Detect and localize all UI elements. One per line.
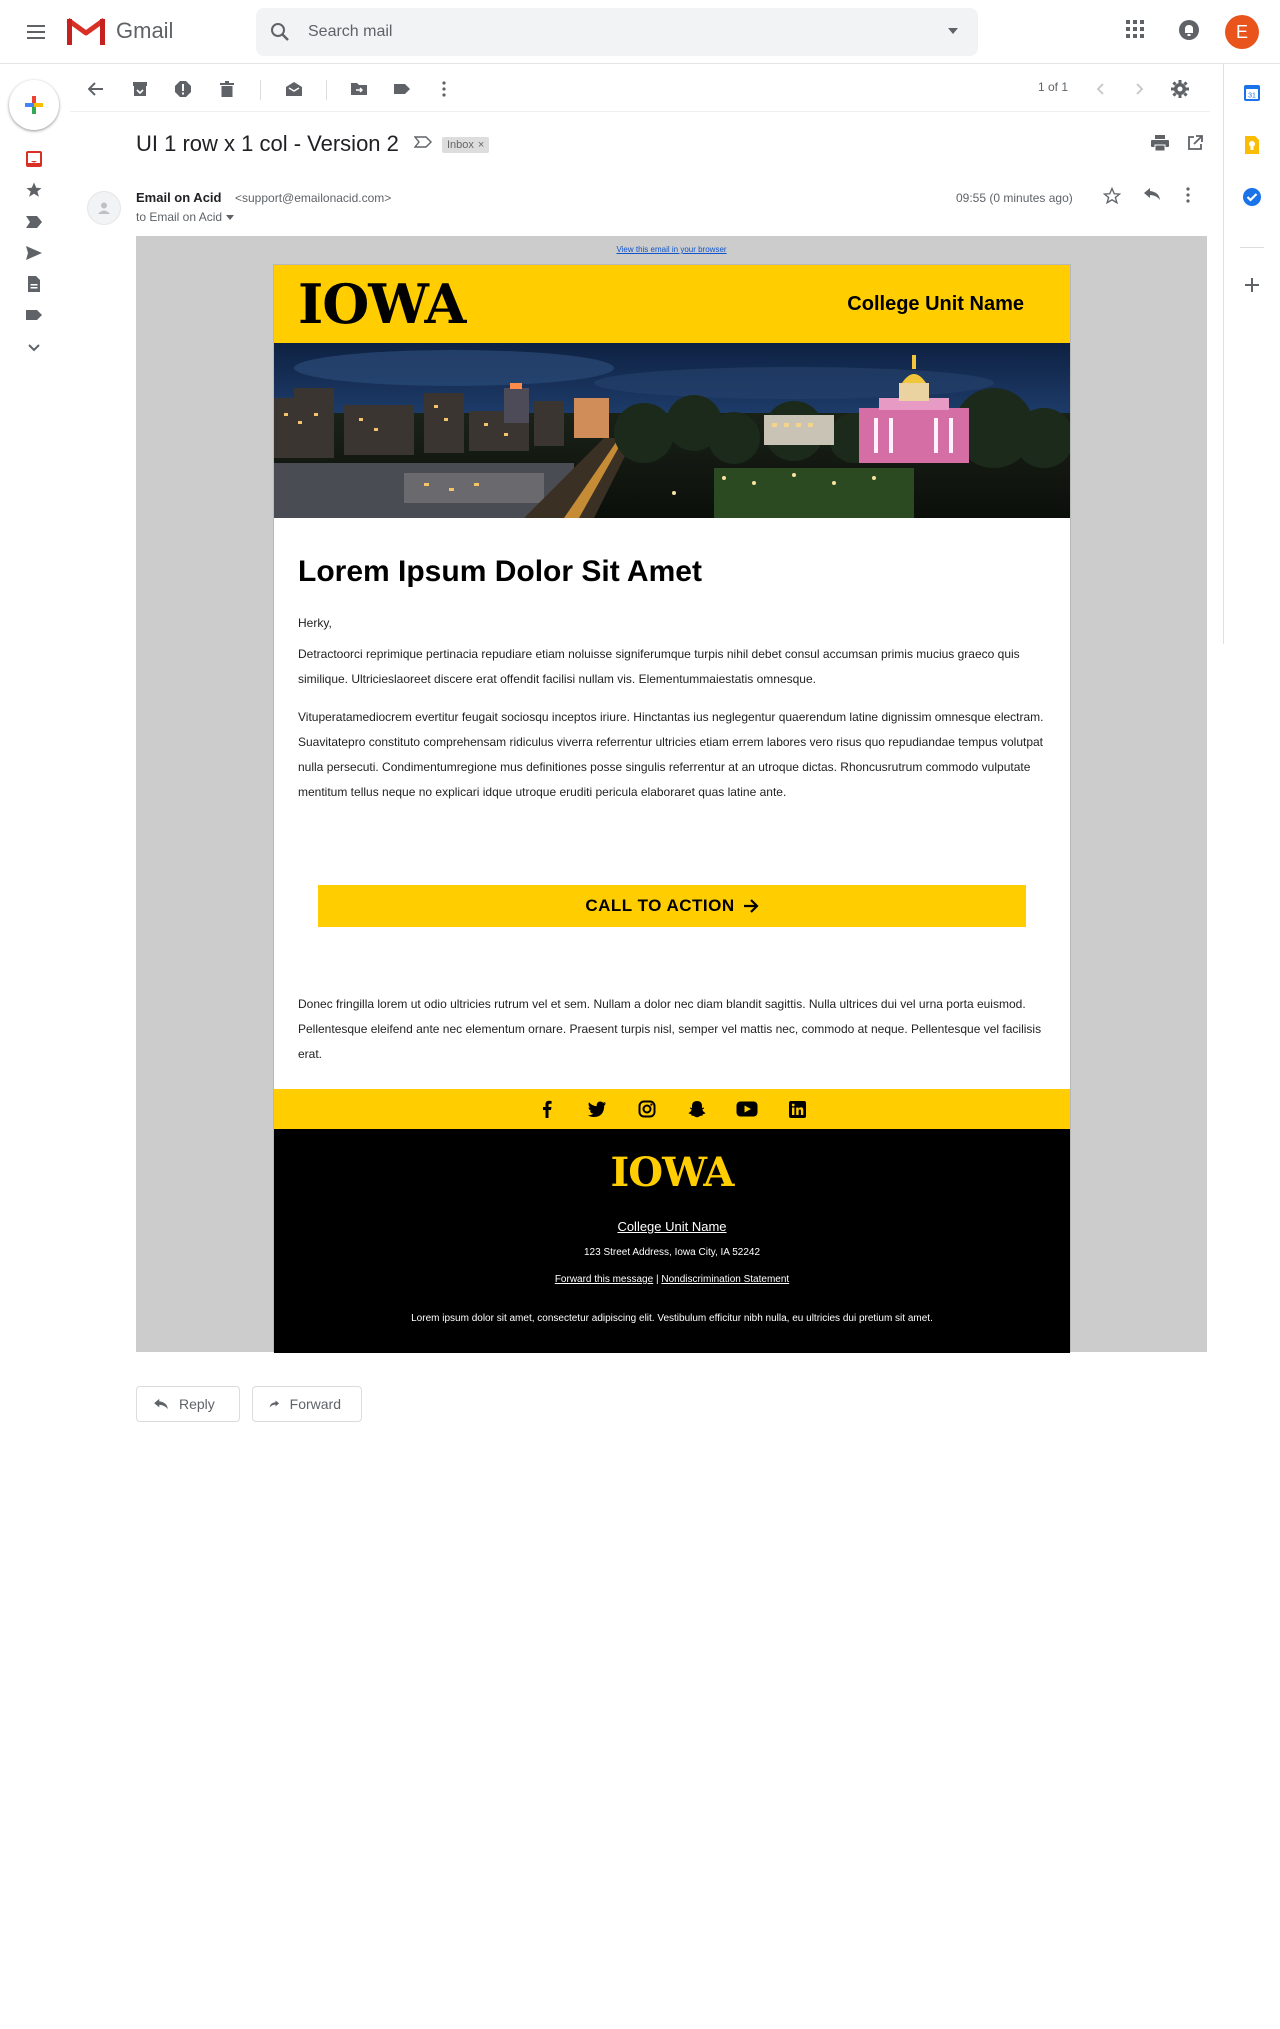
star-button[interactable] [1103,187,1121,210]
archive-button[interactable] [128,77,152,101]
mark-unread-icon [285,81,303,97]
gmail-m-icon [66,16,106,46]
send-icon [25,245,43,261]
importance-marker[interactable] [414,135,432,153]
nondiscrimination-link[interactable]: Nondiscrimination Statement [661,1274,790,1285]
view-in-browser-link[interactable]: View this email in your browser [616,245,727,254]
email-body [136,236,1207,1352]
tasks-icon [1242,187,1262,207]
chevron-left-icon [1096,83,1104,95]
sent-nav[interactable] [22,241,46,265]
search-icon[interactable] [270,22,290,42]
header-unit-name: College Unit Name [847,293,1024,315]
forward-icon [269,1398,280,1410]
body-paragraph-3: Donec fringilla lorem ut odio ultricies rutrum vel et sem. Nullam a dolor nec diam blandit sagittis. Nulla ultrices dui vel urna porta euismod. Pellentesque eleifend ante nec elementum ornare. Praesent turpis nisl, semper vel mattis nec, commodo at neque. Pellentesque vel facilisis erat. [298,997,1042,1061]
app-name: Gmail [116,18,174,43]
open-in-new-window-button[interactable] [1187,135,1203,156]
svg-text:31: 31 [1248,92,1256,100]
report-spam-button[interactable] [171,77,195,101]
email-header [274,265,1070,343]
inbox-nav[interactable] [22,147,46,171]
reply-icon-button[interactable] [1143,187,1161,206]
reply-button[interactable] [136,1386,240,1422]
apps-grid-icon [1126,20,1144,38]
calendar-icon [1243,84,1261,102]
gear-icon [1171,80,1189,98]
label-nav[interactable] [22,303,46,327]
print-icon [1151,135,1169,151]
sender-avatar[interactable] [87,191,121,225]
person-icon [97,201,111,215]
pagination-text: 1 of 1 [1038,80,1069,94]
important-icon [25,215,43,229]
important-outline-icon [414,136,432,148]
star-icon [25,181,43,199]
toolbar-separator [326,80,327,100]
sender-name[interactable]: Email on Acid [136,190,222,205]
plus-icon [1245,278,1259,292]
email-footer [274,1129,1070,1353]
iowa-logo[interactable]: IOWA [298,272,466,336]
search-bar [256,8,978,56]
archive-icon [132,81,148,97]
footer-disclaimer: Lorem ipsum dolor sit amet, consectetur adipiscing elit. Vestibulum efficitur nibh nulla, eu ultricies dui pretium sit amet. [411,1313,933,1324]
email-headline: Lorem Ipsum Dolor Sit Amet [298,555,702,588]
reply-icon [1143,187,1161,201]
snapchat-icon[interactable] [686,1098,708,1120]
tasks-app-button[interactable] [1241,186,1263,208]
footer-iowa-logo[interactable]: IOWA [610,1149,734,1196]
email-greeting: Herky, [298,616,332,630]
notifications-button[interactable] [1178,19,1200,46]
back-button[interactable] [84,77,108,101]
more-actions-button[interactable] [432,77,456,101]
inbox-icon [25,150,43,168]
important-nav[interactable] [22,210,46,234]
facebook-icon[interactable] [536,1098,558,1120]
message-more-button[interactable] [1186,187,1190,208]
report-icon [174,80,192,98]
arrow-back-icon [88,82,104,96]
linkedin-icon[interactable] [786,1098,808,1120]
reply-label: Reply [179,1396,215,1412]
youtube-icon[interactable] [736,1098,758,1120]
top-bar [0,0,1280,64]
chevron-down-icon [28,344,40,352]
hero-image [274,343,1070,518]
sender-email: <support@emailonacid.com> [235,191,392,205]
trash-icon [220,81,234,97]
main-menu-button[interactable] [22,18,50,46]
recipient-details[interactable] [136,210,234,224]
recipient-text: to Email on Acid [136,210,223,224]
side-panel [1223,64,1280,644]
side-panel-divider [1240,247,1264,248]
drafts-nav[interactable] [22,272,46,296]
get-addons-button[interactable] [1241,274,1263,296]
bell-icon [1178,19,1200,41]
more-vert-icon [1186,187,1190,203]
social-links-bar [274,1089,1070,1129]
keep-app-button[interactable] [1241,134,1263,156]
footer-links [274,1274,1070,1285]
calendar-app-button[interactable] [1241,82,1263,104]
reply-icon [153,1398,169,1410]
open-in-new-icon [1187,135,1203,151]
campus-night-photo [274,343,1070,518]
call-to-action-button[interactable] [318,885,1026,927]
caret-down-icon[interactable] [226,215,234,220]
inbox-label-chip[interactable] [442,137,489,153]
instagram-icon[interactable] [636,1098,658,1120]
forward-label: Forward [289,1396,341,1412]
forward-message-link[interactable]: Forward this message [554,1274,654,1285]
account-avatar[interactable]: E [1225,15,1259,49]
more-nav[interactable] [22,336,46,360]
apps-button[interactable] [1126,20,1144,43]
arrow-right-icon [743,899,759,913]
message-subject: UI 1 row x 1 col - Version 2 [136,131,399,156]
body-paragraph-1: Detractoorci reprimique pertinacia repudiare etiam noluisse signiferumque turpis nihil debet consul accumsan primis mucius graeco quis similique. Ultricieslaoreet discere erat offendit facilisi nullam vis. Elementummaiestatis omnesque. [298,647,1020,686]
mark-unread-button[interactable] [282,77,306,101]
label-icon [25,309,43,321]
move-to-button[interactable] [347,77,371,101]
toolbar-separator [260,80,261,100]
newer-button[interactable] [1088,77,1112,101]
starred-nav[interactable] [22,178,46,202]
cta-label: CALL TO ACTION [585,896,735,915]
footer-link-separator: | [653,1274,662,1285]
gmail-logo[interactable] [66,16,173,46]
delete-button[interactable] [215,77,239,101]
label-chip-text: Inbox [447,139,474,151]
email-newsletter [273,264,1071,1352]
twitter-icon[interactable] [586,1098,608,1120]
print-all-button[interactable] [1151,135,1169,156]
remove-label-icon[interactable]: × [477,139,485,151]
search-options-icon[interactable] [948,28,958,34]
compose-button[interactable] [9,80,59,130]
footer-address: 123 Street Address, Iowa City, IA 52242 [583,1247,761,1258]
plus-icon [23,94,45,116]
star-outline-icon [1103,187,1121,205]
forward-button[interactable] [252,1386,362,1422]
message-toolbar [70,66,1210,112]
hamburger-icon [27,25,45,39]
move-to-folder-icon [350,82,368,96]
more-vert-icon [442,81,446,97]
footer-unit-link[interactable]: College Unit Name [617,1219,727,1234]
message-time: 09:55 (0 minutes ago) [956,191,1073,205]
keep-icon [1244,135,1260,155]
older-button[interactable] [1128,77,1152,101]
label-icon [393,83,411,95]
chevron-right-icon [1136,83,1144,95]
search-input[interactable] [308,20,908,44]
labels-button[interactable] [390,77,414,101]
draft-icon [27,275,41,293]
settings-button[interactable] [1168,77,1192,101]
body-paragraph-2: Vituperatamediocrem evertitur feugait sociosqu inceptos iriure. Hinctantas ius neglegentur quaerendum latine dignissim omnesque electram. Suavitatepro constituto comprehensam ridiculus viverra referrentur ultricies etiam errem labores vero risus quo repudiandae tempus volutpat nulla persecuti. Condimentumregione mus definitiones posse singulis referrentur at an utroque dictas. Rhoncusrutrum commodo vulputate mentitum tellus neque no explicari idque utroque eruditi pericula elaboraret quas latine ante. [298,710,1044,799]
